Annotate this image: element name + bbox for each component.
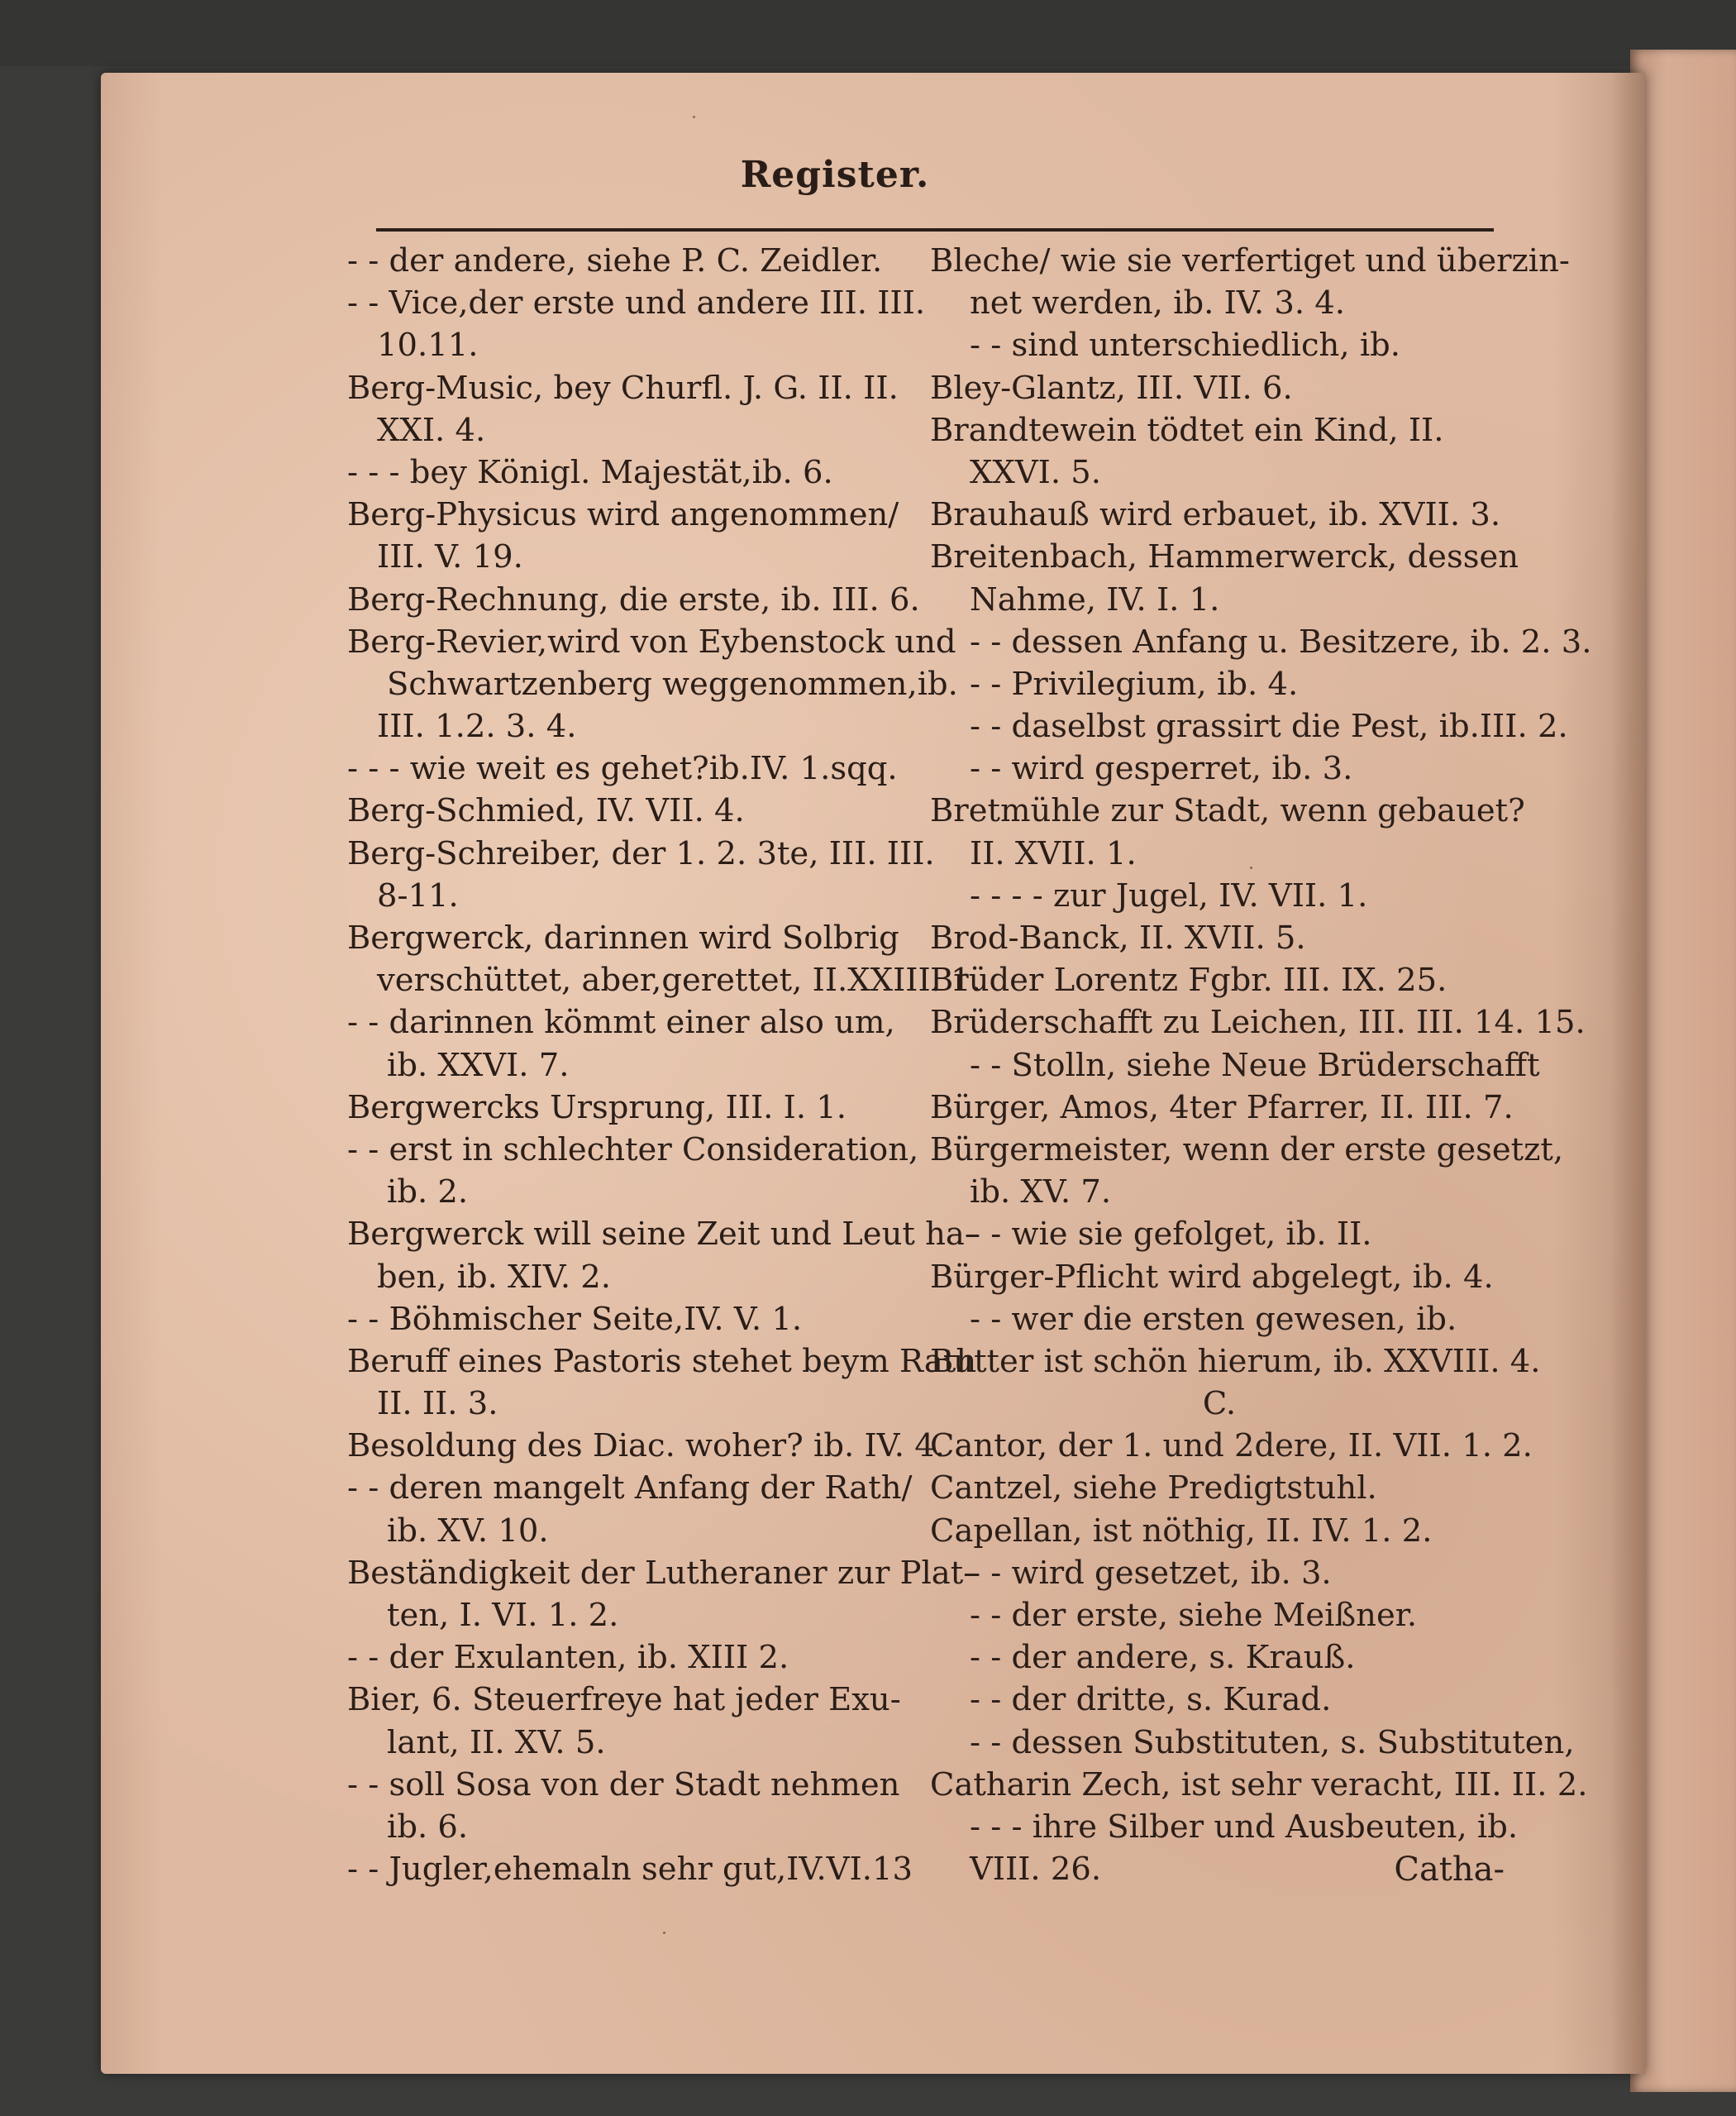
paper-speck: [693, 116, 695, 118]
index-entry-continuation: 10.11.: [377, 327, 479, 365]
index-entry: Brauhauß wird erbauet, ib. XVII. 3.: [930, 496, 1501, 534]
index-entry: Capellan, ist nöthig, II. IV. 1. 2.: [930, 1512, 1433, 1550]
index-entry: Bier, 6. Steuerfreye hat jeder Exu-: [347, 1681, 901, 1719]
index-entry: - - sind unterschiedlich, ib.: [970, 327, 1401, 365]
index-entry: - - Böhmischer Seite,IV. V. 1.: [347, 1300, 803, 1338]
index-entry: - - soll Sosa von der Stadt nehmen: [347, 1765, 900, 1803]
index-entry-continuation: ben, ib. XIV. 2.: [377, 1258, 612, 1296]
index-entry: Bergwerck will seine Zeit und Leut ha-: [347, 1216, 975, 1254]
index-entry: - - deren mangelt Anfang der Rath/: [347, 1469, 913, 1507]
index-entry: Bergwercks Ursprung, III. I. 1.: [347, 1088, 847, 1126]
index-entry: - - der andere, siehe P. C. Zeidler.: [347, 242, 883, 279]
index-entry: - - wie sie gefolget, ib. II.: [970, 1216, 1372, 1254]
index-entry: Beruff eines Pastoris stehet beym Rath: [347, 1342, 977, 1380]
index-entry-continuation: net werden, ib. IV. 3. 4.: [970, 284, 1346, 322]
index-entry: - - der andere, s. Krauß.: [970, 1639, 1356, 1677]
index-entry: Berg-Music, bey Churfl. J. G. II. II.: [347, 369, 899, 407]
index-entry: - - Privilegium, ib. 4.: [970, 665, 1299, 703]
index-entry: - - daselbst grassirt die Pest, ib.III. 2.: [970, 708, 1568, 746]
paper-speck: [1250, 867, 1252, 869]
index-entry: - - wird gesetzet, ib. 3.: [970, 1554, 1332, 1592]
index-entry-continuation: II. II. 3.: [377, 1385, 498, 1423]
header-rule: [376, 228, 1494, 232]
index-entry: Catharin Zech, ist sehr veracht, III. II. 2.: [930, 1765, 1588, 1803]
page-gutter-shadow: [1610, 73, 1645, 2074]
index-entry: - - Vice,der erste und andere III. III.: [347, 284, 926, 322]
index-entry-continuation: 8-11.: [377, 876, 459, 915]
index-entry-continuation: ib. 2.: [387, 1173, 469, 1211]
right-column: [930, 240, 1592, 1890]
index-entry: Breitenbach, Hammerwerck, dessen: [930, 538, 1519, 576]
index-entry-continuation: ib. XXVI. 7.: [387, 1046, 570, 1084]
index-entry: - - - bey Königl. Majestät,ib. 6.: [347, 453, 833, 491]
index-entry: - - erst in schlechter Consideration,: [347, 1130, 919, 1168]
index-entry: Brüder Lorentz Fgbr. III. IX. 25.: [930, 962, 1447, 1000]
index-entry: Beständigkeit der Lutheraner zur Plat-: [347, 1554, 975, 1592]
index-entry: - - dessen Anfang u. Besitzere, ib. 2. 3.: [970, 623, 1592, 661]
index-entry-continuation: XXVI. 5.: [970, 453, 1102, 491]
index-entry: - - dessen Substituten, s. Substituten,: [970, 1723, 1575, 1761]
index-entry: - - - wie weit es gehet?ib.IV. 1.sqq.: [347, 750, 898, 788]
index-entry: Bürger, Amos, 4ter Pfarrer, II. III. 7.: [930, 1088, 1514, 1126]
index-entry-continuation: lant, II. XV. 5.: [387, 1723, 606, 1761]
index-entry-continuation: ib. XV. 10.: [387, 1512, 549, 1550]
catchword: Catha-: [1394, 1851, 1505, 1889]
index-entry: Cantor, der 1. und 2dere, II. VII. 1. 2.: [930, 1427, 1533, 1465]
index-entry: Butter ist schön hierum, ib. XXVIII. 4.: [930, 1342, 1541, 1380]
index-entry-continuation: ib. XV. 7.: [970, 1173, 1112, 1211]
index-entry-continuation: ten, I. VI. 1. 2.: [387, 1597, 619, 1634]
index-entry: Bürgermeister, wenn der erste gesetzt,: [930, 1130, 1564, 1168]
index-entry: - - Stolln, siehe Neue Brüderschafft: [970, 1046, 1540, 1084]
index-entry: - - der dritte, s. Kurad.: [970, 1681, 1332, 1719]
index-entry-continuation: verschüttet, aber,gerettet, II.XXIII. 1.: [377, 962, 981, 1000]
index-entry: Berg-Schmied, IV. VII. 4.: [347, 792, 745, 830]
paper-speck: [663, 1932, 665, 1934]
index-entry-continuation: Schwartzenberg weggenommen,ib.: [387, 665, 958, 703]
index-entry: Bley-Glantz, III. VII. 6.: [930, 369, 1293, 407]
index-entry: Bretmühle zur Stadt, wenn gebauet?: [930, 792, 1525, 830]
index-entry: Berg-Physicus wird angenommen/: [347, 496, 899, 534]
index-entry-continuation: ib. 6.: [387, 1808, 469, 1846]
index-entry: - - Jugler,ehemaln sehr gut,IV.VI.13: [347, 1851, 913, 1889]
running-head: Register.: [740, 154, 930, 196]
index-entry: Brod-Banck, II. XVII. 5.: [930, 919, 1306, 957]
index-entry-continuation: III. 1.2. 3. 4.: [377, 708, 577, 746]
left-column: [347, 240, 981, 1890]
section-letter: C.: [1202, 1385, 1237, 1423]
index-entry: Bergwerck, darinnen wird Solbrig: [347, 919, 899, 957]
index-entry: Besoldung des Diac. woher? ib. IV. 4.: [347, 1427, 945, 1465]
index-entry: - - darinnen kömmt einer also um,: [347, 1004, 895, 1042]
index-entry: Berg-Revier,wird von Eybenstock und: [347, 623, 956, 661]
index-entry-continuation: II. XVII. 1.: [970, 834, 1137, 872]
index-entry-continuation: Nahme, IV. I. 1.: [970, 580, 1220, 619]
index-entry: - - der erste, siehe Meißner.: [970, 1597, 1418, 1634]
index-entry: - - wer die ersten gewesen, ib.: [970, 1300, 1457, 1338]
index-entry: - - - - zur Jugel, IV. VII. 1.: [970, 876, 1368, 915]
index-entry: Cantzel, siehe Predigtstuhl.: [930, 1469, 1377, 1507]
index-entry: Bürger-Pflicht wird abgelegt, ib. 4.: [930, 1258, 1494, 1296]
scanner-background: [0, 0, 1736, 66]
index-entry: Bleche/ wie sie verfertiget und überzin-: [930, 242, 1570, 279]
index-entry-continuation: III. V. 19.: [377, 538, 523, 576]
index-entry: - - wird gesperret, ib. 3.: [970, 750, 1353, 788]
index-entry-continuation: XXI. 4.: [377, 411, 486, 449]
facing-page-edge: [1630, 50, 1736, 2092]
index-entry: Brüderschafft zu Leichen, III. III. 14. 15.: [930, 1004, 1586, 1042]
index-entry: Berg-Rechnung, die erste, ib. III. 6.: [347, 580, 920, 619]
index-entry: - - - ihre Silber und Ausbeuten, ib.: [970, 1808, 1519, 1846]
index-entry-continuation: VIII. 26.: [970, 1851, 1102, 1889]
index-entry: Berg-Schreiber, der 1. 2. 3te, III. III.: [347, 834, 935, 872]
index-entry: Brandtewein tödtet ein Kind, II.: [930, 411, 1444, 449]
index-entry: - - der Exulanten, ib. XIII 2.: [347, 1639, 789, 1677]
